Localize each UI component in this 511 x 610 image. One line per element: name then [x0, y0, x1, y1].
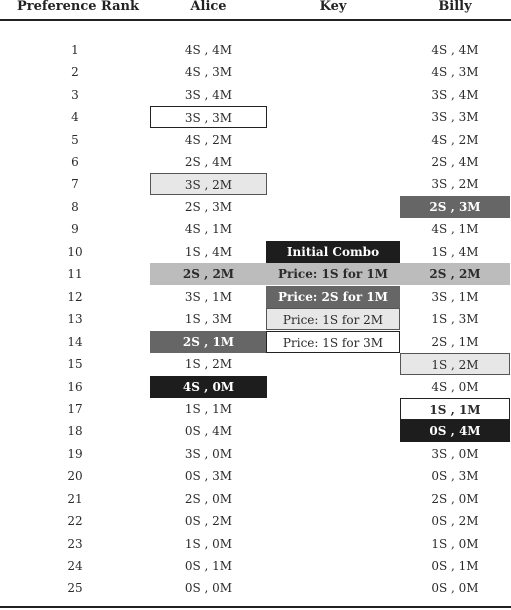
rank-cell: 1	[71, 43, 79, 57]
alice-cell: 2S , 0M	[184, 492, 233, 506]
billy-cell: 0S , 2M	[431, 514, 479, 528]
alice-cell: 1S , 2M	[184, 357, 233, 371]
rank-cell: 20	[67, 469, 83, 483]
billy-cell-highlighted: 1S , 1M	[400, 398, 510, 420]
alice-cell: 0S , 4M	[184, 424, 233, 438]
billy-cell: 1S , 4M	[431, 245, 479, 259]
alice-cell: 4S , 4M	[184, 43, 233, 57]
billy-cell: 4S , 2M	[431, 133, 479, 147]
alice-cell: 2S , 3M	[184, 200, 233, 214]
alice-cell: 0S , 2M	[184, 514, 233, 528]
alice-cell: 4S , 2M	[184, 133, 233, 147]
rank-cell: 2	[71, 65, 79, 79]
billy-cell: 3S , 3M	[431, 110, 479, 124]
alice-cell: 0S , 3M	[184, 469, 233, 483]
rank-cell: 4	[71, 110, 79, 124]
rank-cell: 25	[67, 581, 83, 595]
billy-cell: 2S , 0M	[431, 492, 479, 506]
rank-cell: 8	[71, 200, 79, 214]
header-rank: Preference Rank	[16, 0, 140, 14]
billy-cell: 4S , 3M	[431, 65, 479, 79]
billy-cell: 1S , 3M	[431, 312, 479, 326]
header-alice: Alice	[190, 0, 227, 14]
rank-cell: 15	[67, 357, 83, 371]
alice-cell: 4S , 1M	[184, 222, 233, 236]
rank-cell: 10	[67, 245, 83, 259]
key-initial-combo: Initial Combo	[266, 241, 400, 263]
header-billy: Billy	[438, 0, 472, 14]
rank-cell: 6	[71, 155, 79, 169]
alice-cell: 3S , 0M	[184, 447, 233, 461]
billy-cell: 4S , 1M	[431, 222, 479, 236]
rank-cell: 19	[67, 447, 83, 461]
billy-cell: 1S , 0M	[431, 537, 479, 551]
header-rule	[0, 19, 511, 21]
rank-cell: 14	[67, 335, 83, 349]
alice-cell: 1S , 4M	[184, 245, 233, 259]
rank-cell: 7	[71, 177, 79, 191]
rank-cell: 11	[67, 267, 83, 281]
alice-cell: 2S , 4M	[184, 155, 233, 169]
rank-cell: 3	[71, 88, 79, 102]
billy-cell: 3S , 4M	[431, 88, 479, 102]
footer-rule	[0, 606, 511, 608]
billy-cell-highlighted: 1S , 2M	[400, 353, 510, 375]
billy-cell: 0S , 0M	[431, 581, 479, 595]
alice-cell: 1S , 1M	[184, 402, 233, 416]
rank-cell: 13	[67, 312, 83, 326]
billy-cell: 2S , 4M	[431, 155, 479, 169]
billy-cell-highlighted: 0S , 4M	[400, 420, 510, 442]
alice-cell-highlighted: 2S , 2M	[182, 267, 235, 281]
billy-cell: 3S , 2M	[431, 177, 479, 191]
alice-cell: 1S , 3M	[184, 312, 233, 326]
billy-cell: 4S , 0M	[431, 380, 479, 394]
alice-cell: 0S , 1M	[184, 559, 233, 573]
alice-cell-highlighted: 4S , 0M	[150, 376, 267, 398]
key-price-1s-for-2m: Price: 1S for 2M	[266, 308, 400, 330]
rank-cell: 9	[71, 222, 79, 236]
rank-cell: 16	[67, 380, 83, 394]
billy-cell: 3S , 0M	[431, 447, 479, 461]
alice-cell: 4S , 3M	[184, 65, 233, 79]
rank-cell: 23	[67, 537, 83, 551]
rank-cell: 12	[67, 290, 83, 304]
billy-cell: 0S , 1M	[431, 559, 479, 573]
header-key: Key	[319, 0, 347, 14]
billy-cell-highlighted: 2S , 3M	[400, 196, 510, 218]
billy-cell-highlighted: 2S , 2M	[429, 267, 481, 281]
alice-cell-highlighted: 3S , 3M	[150, 106, 267, 128]
rank-cell: 18	[67, 424, 83, 438]
rank-cell: 21	[67, 492, 83, 506]
rank-cell: 24	[67, 559, 83, 573]
alice-cell: 0S , 0M	[184, 581, 233, 595]
rank-cell: 17	[67, 402, 83, 416]
alice-cell: 3S , 1M	[184, 290, 233, 304]
billy-cell: 4S , 4M	[431, 43, 479, 57]
billy-cell: 0S , 3M	[431, 469, 479, 483]
alice-cell-highlighted: 2S , 1M	[150, 331, 267, 353]
alice-cell: 3S , 4M	[184, 88, 233, 102]
rank-cell: 22	[67, 514, 83, 528]
billy-cell: 3S , 1M	[431, 290, 479, 304]
rank-cell: 5	[71, 133, 79, 147]
alice-cell-highlighted: 3S , 2M	[150, 173, 267, 195]
key-price-2s-for-1m: Price: 2S for 1M	[266, 286, 400, 308]
billy-cell: 2S , 1M	[431, 335, 479, 349]
key-price-1s-for-1m: Price: 1S for 1M	[266, 263, 400, 285]
key-price-1s-for-3m: Price: 1S for 3M	[266, 331, 400, 353]
alice-cell: 1S , 0M	[184, 537, 233, 551]
